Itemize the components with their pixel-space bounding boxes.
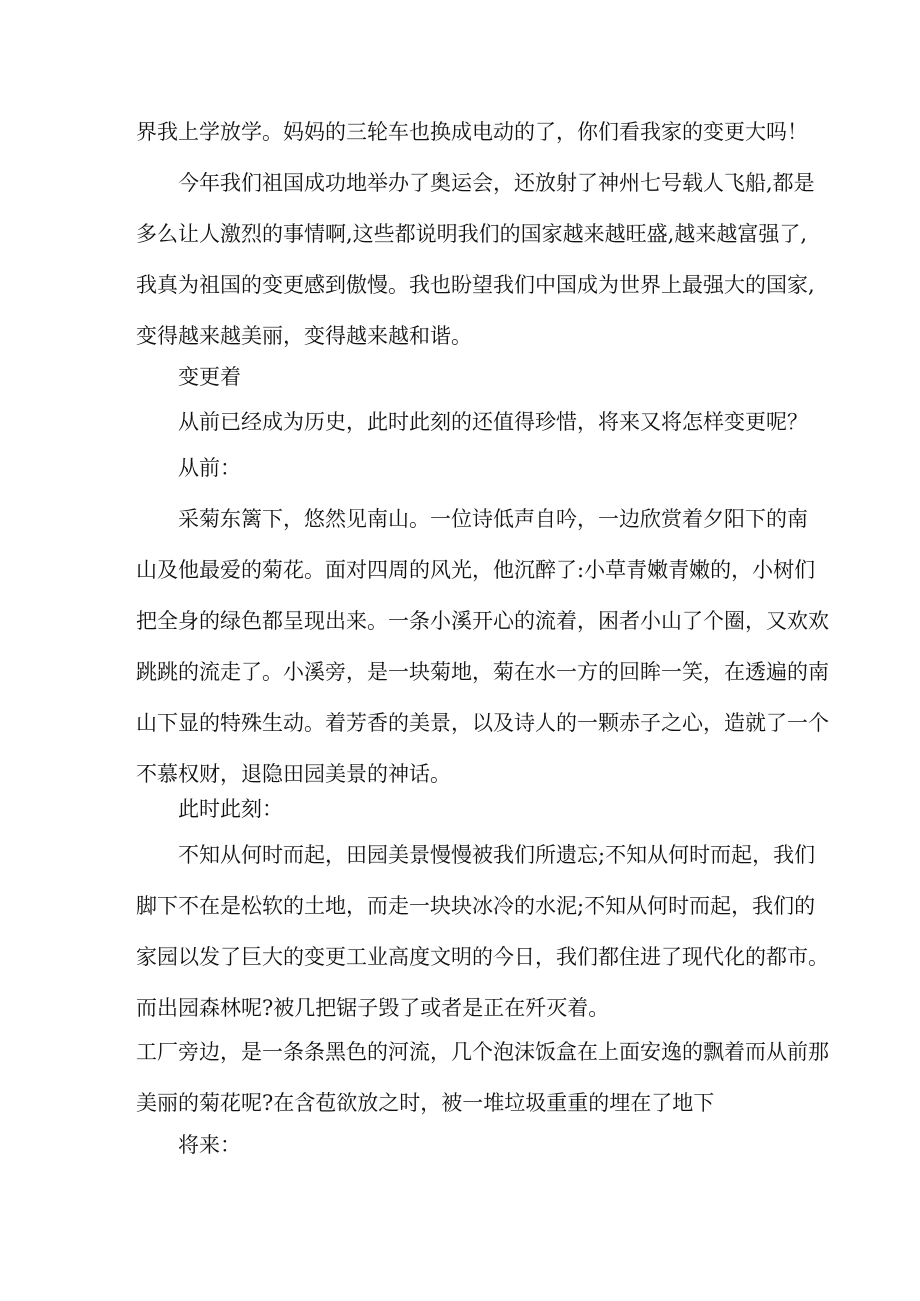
- text-line: 山及他最爱的菊花。面对四周的风光，他沉醉了:小草青嫩青嫩的，小树们: [136, 558, 816, 582]
- text-line: 脚下不在是松软的土地，而走一块块冰冷的水泥;不知从何时而起，我们的: [136, 894, 816, 918]
- text-line: 采菊东篱下，悠然见南山。一位诗低声自吟，一边欣赏着夕阳下的南: [178, 507, 808, 531]
- text-line: 把全身的绿色都呈现出来。一条小溪开心的流着，困者小山了个圈，又欢欢: [136, 609, 829, 633]
- text-line: 而出园森林呢?被几把锯子毁了或者是正在歼灭着。: [136, 996, 610, 1020]
- text-line: 变更着: [178, 365, 241, 389]
- paragraph-3: [136, 352, 796, 403]
- paragraph-6: [136, 494, 829, 800]
- text-line: 工厂旁边，是一条条黑色的河流，几个泡沫饭盒在上面安逸的飘着而从前那: [136, 1040, 829, 1064]
- paragraph-10: [136, 1120, 796, 1171]
- text-line: 不知从何时而起，田园美景慢慢被我们所遗忘;不知从何时而起，我们: [178, 843, 816, 867]
- paragraph-1: [136, 107, 808, 158]
- paragraph-4: [136, 397, 808, 448]
- paragraph-2: [136, 158, 815, 362]
- text-line: 多么让人激烈的事情啊,这些都说明我们的国家越来越旺盛,越来越富强了,: [136, 222, 808, 246]
- text-line: 今年我们祖国成功地举办了奥运会，还放射了神州七号载人飞船,都是: [178, 171, 815, 195]
- text-line: 我真为祖国的变更感到傲慢。我也盼望我们中国成为世界上最强大的国家,: [136, 273, 815, 297]
- text-line: 不慕权财，退隐田园美景的神话。: [136, 762, 451, 786]
- paragraph-7: [136, 784, 796, 835]
- text-line: 跳跳的流走了。小溪旁，是一块菊地，菊在水一方的回眸一笑，在透遍的南: [136, 660, 829, 684]
- text-line: 此时此刻：: [178, 797, 283, 821]
- text-line: 从前已经成为历史，此时此刻的还值得珍惜，将来又将怎样变更呢？: [178, 410, 808, 434]
- text-line: 从前：: [178, 456, 241, 480]
- text-line: 家园以发了巨大的变更工业高度文明的今日，我们都住进了现代化的都市。: [136, 945, 829, 969]
- text-line: 美丽的菊花呢?在含苞欲放之时，被一堆垃圾重重的埋在了地下: [136, 1091, 715, 1115]
- text-line: 山下显的特殊生动。着芳香的美景，以及诗人的一颗赤子之心，造就了一个: [136, 711, 829, 735]
- paragraph-9: [136, 1027, 829, 1129]
- paragraph-8: [136, 830, 829, 1034]
- text-line: 界我上学放学。妈妈的三轮车也换成电动的了，你们看我家的变更大吗！: [136, 120, 808, 144]
- text-line: 将来：: [178, 1133, 241, 1157]
- paragraph-5: [136, 443, 796, 494]
- text-line: 变得越来越美丽，变得越来越和谐。: [136, 324, 472, 348]
